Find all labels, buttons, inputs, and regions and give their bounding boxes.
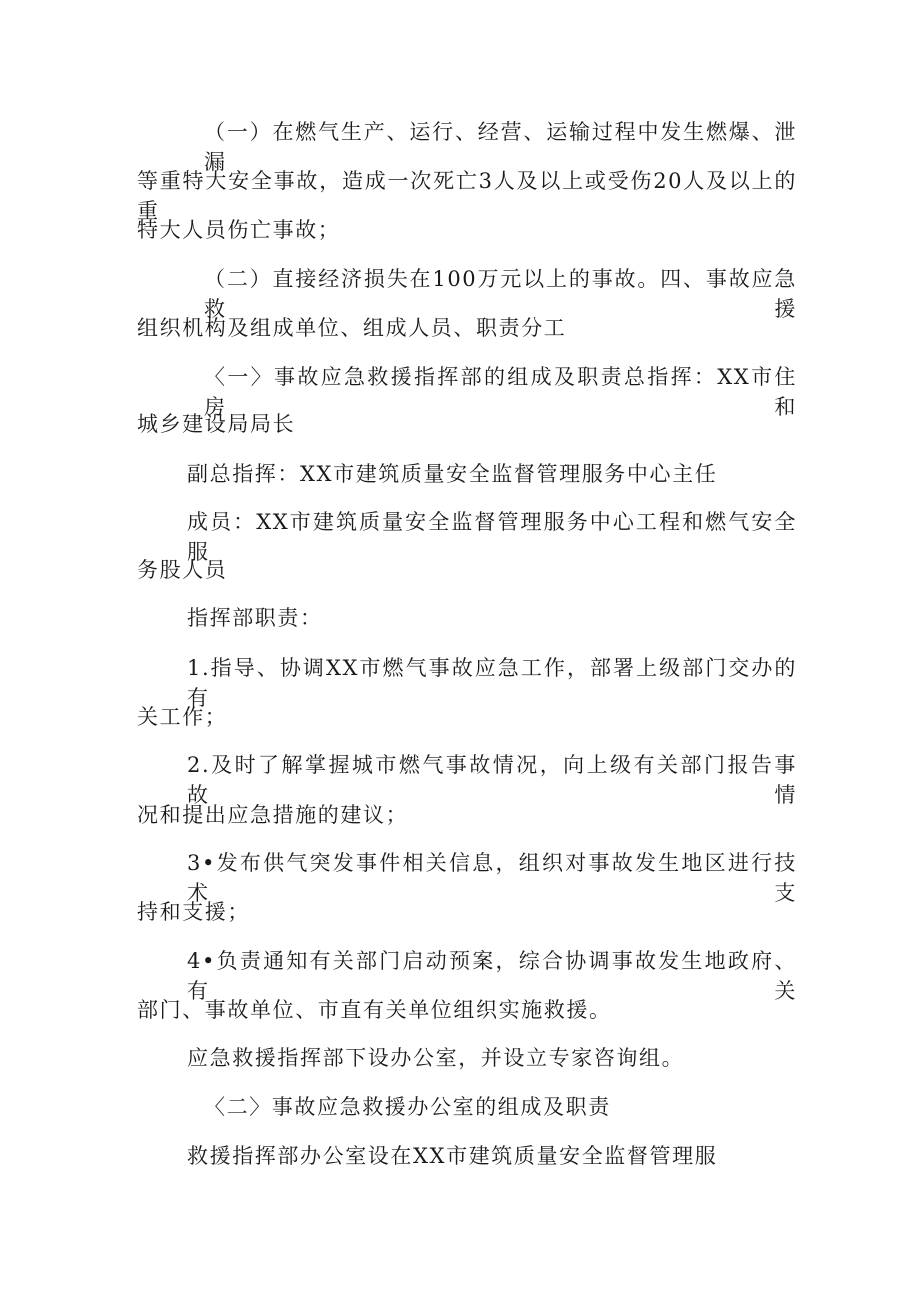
paragraph-4: 副总指挥：XX市建筑质量安全监督管理服务中心主任 <box>187 462 718 486</box>
paragraph-9-line-1: 3•发布供气突发事件相关信息，组织对事故发生地区进行技术支 <box>187 851 797 905</box>
paragraph-2-line-2: 组织机构及组成单位、组成人员、职责分工 <box>137 316 567 340</box>
paragraph-8-line-1: 2.及时了解掌握城市燃气事故情况，向上级有关部门报告事故情 <box>187 753 797 807</box>
paragraph-10-line-1: 4•负责通知有关部门启动预案，综合协调事故发生地政府、有关 <box>187 949 797 1003</box>
paragraph-11: 应急救援指挥部下设办公室，并设立专家咨询组。 <box>187 1046 685 1070</box>
paragraph-5-line-2: 务股人员 <box>137 558 228 582</box>
paragraph-10-line-2: 部门、事故单位、市直有关单位组织实施救援。 <box>137 998 612 1022</box>
paragraph-9-line-2: 持和支援； <box>137 900 250 924</box>
paragraph-1-line-1: （一）在燃气生产、运行、经营、运输过程中发生燃爆、泄漏 <box>204 120 797 174</box>
paragraph-2-line-1: （二）直接经济损失在100万元以上的事故。四、事故应急救援 <box>204 267 797 321</box>
paragraph-1-line-2: 等重特大安全事故，造成一次死亡3人及以上或受伤20人及以上的重 <box>137 169 797 223</box>
paragraph-6: 指挥部职责： <box>187 606 323 630</box>
paragraph-8-line-2: 况和提出应急措施的建议； <box>137 803 409 827</box>
paragraph-12-heading: 〈二〉事故应急救援办公室的组成及职责 <box>204 1095 611 1119</box>
paragraph-5-line-1: 成员：XX市建筑质量安全监督管理服务中心工程和燃气安全服 <box>187 510 797 564</box>
paragraph-3-line-2: 城乡建设局局长 <box>137 412 296 436</box>
paragraph-13: 救援指挥部办公室设在XX市建筑质量安全监督管理服 <box>187 1144 718 1168</box>
paragraph-1-line-3: 特大人员伤亡事故； <box>137 218 341 242</box>
paragraph-7-line-2: 关工作； <box>137 705 228 729</box>
paragraph-3-line-1: 〈一〉事故应急救援指挥部的组成及职责总指挥：XX市住房和 <box>204 365 797 419</box>
paragraph-7-line-1: 1.指导、协调XX市燃气事故应急工作，部署上级部门交办的有 <box>187 656 797 710</box>
